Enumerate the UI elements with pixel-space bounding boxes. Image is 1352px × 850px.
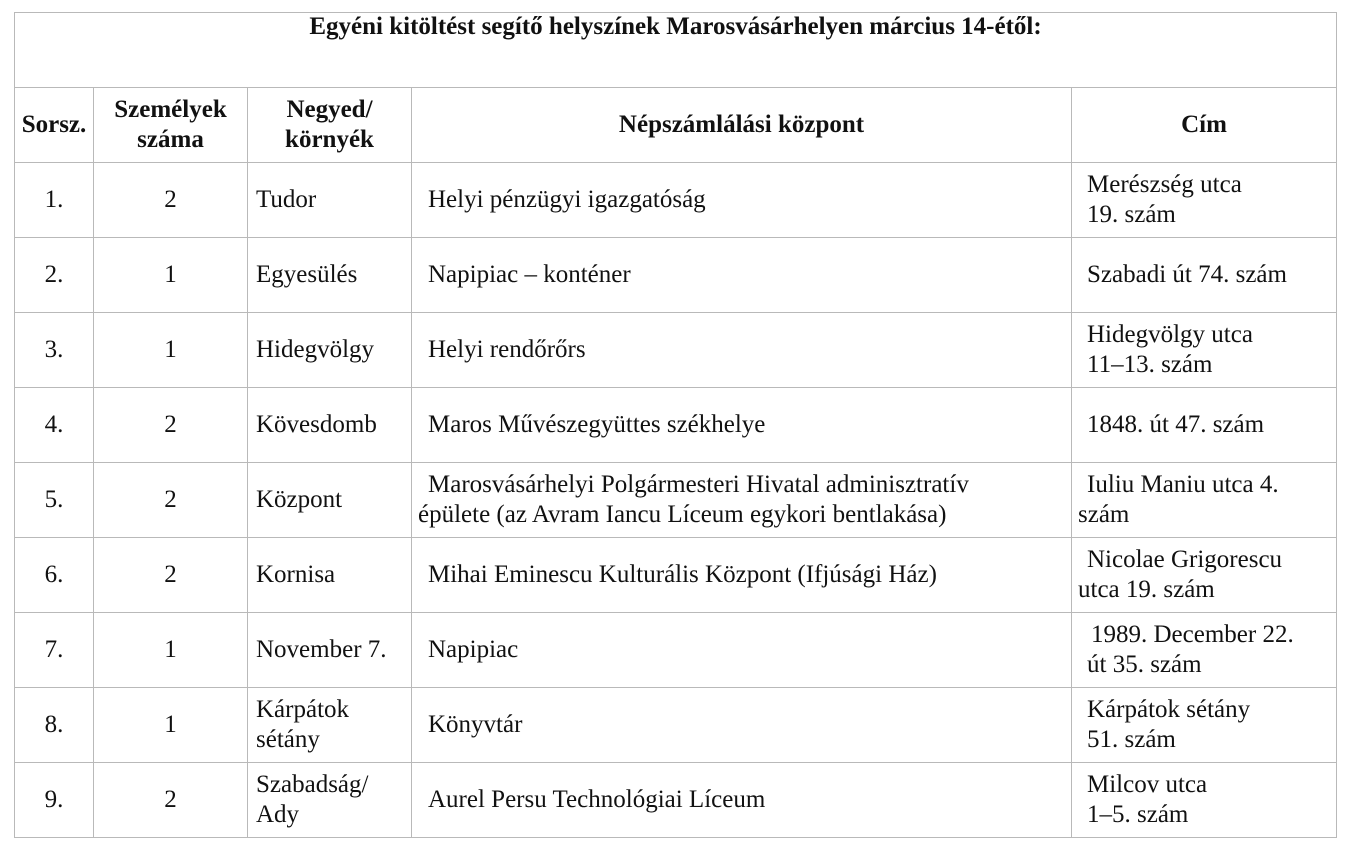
header-row xyxy=(15,88,1337,163)
address-line2: utca 19. szám xyxy=(1078,576,1215,603)
cell-count: 1 xyxy=(94,613,248,688)
header-count-line2: száma xyxy=(137,126,204,153)
header-center: Népszámlálási központ xyxy=(412,88,1072,163)
cell-district: Hidegvölgy xyxy=(248,313,412,388)
address-line1: Nicolae Grigorescu xyxy=(1087,546,1283,573)
address-line1: Merészség utca xyxy=(1087,171,1242,198)
cell-center: Helyi rendőrőrs xyxy=(412,313,1072,388)
cell-center: Maros Művészegyüttes székhelye xyxy=(412,388,1072,463)
cell-address xyxy=(1072,313,1337,388)
cell-address xyxy=(1072,613,1337,688)
address-line2: 51. szám xyxy=(1087,726,1176,753)
cell-district: Kövesdomb xyxy=(248,388,412,463)
cell-district: Egyesülés xyxy=(248,238,412,313)
cell-center: Aurel Persu Technológiai Líceum xyxy=(412,763,1072,838)
district-line2: Ady xyxy=(256,801,300,828)
cell-count: 1 xyxy=(94,688,248,763)
header-count xyxy=(94,88,248,163)
header-address: Cím xyxy=(1072,88,1337,163)
cell-district: Kornisa xyxy=(248,538,412,613)
cell-num: 7. xyxy=(15,613,94,688)
cell-address xyxy=(1072,238,1337,313)
address-line2: 11–13. szám xyxy=(1087,351,1213,378)
center-line2: épülete (az Avram Iancu Líceum egykori bentlakása) xyxy=(418,501,947,528)
cell-district xyxy=(248,688,412,763)
cell-district: Központ xyxy=(248,463,412,538)
header-count-line1: Személyek xyxy=(114,96,227,123)
table-row xyxy=(15,763,1337,838)
cell-num: 5. xyxy=(15,463,94,538)
district-line1: Szabadság/ xyxy=(256,771,369,798)
cell-district: November 7. xyxy=(248,613,412,688)
cell-district: Tudor xyxy=(248,163,412,238)
address-line1: Kárpátok sétány xyxy=(1087,696,1251,723)
cell-count: 1 xyxy=(94,313,248,388)
table-row xyxy=(15,313,1337,388)
cell-address xyxy=(1072,163,1337,238)
address-line1: Szabadi út 74. szám xyxy=(1087,261,1287,288)
cell-center: Helyi pénzügyi igazgatóság xyxy=(412,163,1072,238)
cell-count: 2 xyxy=(94,163,248,238)
cell-address xyxy=(1072,763,1337,838)
table-row xyxy=(15,388,1337,463)
cell-address xyxy=(1072,388,1337,463)
cell-count: 1 xyxy=(94,238,248,313)
address-line2: út 35. szám xyxy=(1087,651,1202,678)
table-row xyxy=(15,238,1337,313)
table-row xyxy=(15,688,1337,763)
cell-num: 8. xyxy=(15,688,94,763)
header-district-line2: környék xyxy=(285,126,374,153)
address-line1: 1989. December 22. xyxy=(1091,621,1294,648)
table-row xyxy=(15,163,1337,238)
cell-district xyxy=(248,763,412,838)
center-line1: Marosvásárhelyi Polgármesteri Hivatal adminisztratív xyxy=(428,471,969,498)
cell-center: Napipiac – konténer xyxy=(412,238,1072,313)
cell-num: 2. xyxy=(15,238,94,313)
cell-count: 2 xyxy=(94,538,248,613)
table-row xyxy=(15,538,1337,613)
district-line2: sétány xyxy=(256,726,320,753)
table-title: Egyéni kitöltést segítő helyszínek Marosvásárhelyen március 14-étől: xyxy=(15,13,1337,88)
address-line1: Hidegvölgy utca xyxy=(1087,321,1253,348)
header-num: Sorsz. xyxy=(15,88,94,163)
address-line2: 19. szám xyxy=(1087,201,1176,228)
cell-center: Könyvtár xyxy=(412,688,1072,763)
header-district-line1: Negyed/ xyxy=(286,96,373,123)
address-line2: szám xyxy=(1078,501,1130,528)
cell-count: 2 xyxy=(94,388,248,463)
table-row xyxy=(15,463,1337,538)
title-row xyxy=(15,13,1337,88)
cell-num: 3. xyxy=(15,313,94,388)
address-line2: 1–5. szám xyxy=(1087,801,1189,828)
cell-num: 4. xyxy=(15,388,94,463)
cell-center: Napipiac xyxy=(412,613,1072,688)
cell-address xyxy=(1072,463,1337,538)
district-line1: Kárpátok xyxy=(256,696,350,723)
address-line1: 1848. út 47. szám xyxy=(1087,411,1265,438)
header-district xyxy=(248,88,412,163)
cell-num: 6. xyxy=(15,538,94,613)
cell-count: 2 xyxy=(94,463,248,538)
table-row xyxy=(15,613,1337,688)
cell-center xyxy=(412,463,1072,538)
cell-count: 2 xyxy=(94,763,248,838)
cell-num: 9. xyxy=(15,763,94,838)
cell-num: 1. xyxy=(15,163,94,238)
cell-address xyxy=(1072,538,1337,613)
cell-center: Mihai Eminescu Kulturális Központ (Ifjúsági Ház) xyxy=(412,538,1072,613)
census-locations-table xyxy=(14,12,1337,838)
address-line1: Iuliu Maniu utca 4. xyxy=(1087,471,1279,498)
cell-address xyxy=(1072,688,1337,763)
address-line1: Milcov utca xyxy=(1087,771,1208,798)
